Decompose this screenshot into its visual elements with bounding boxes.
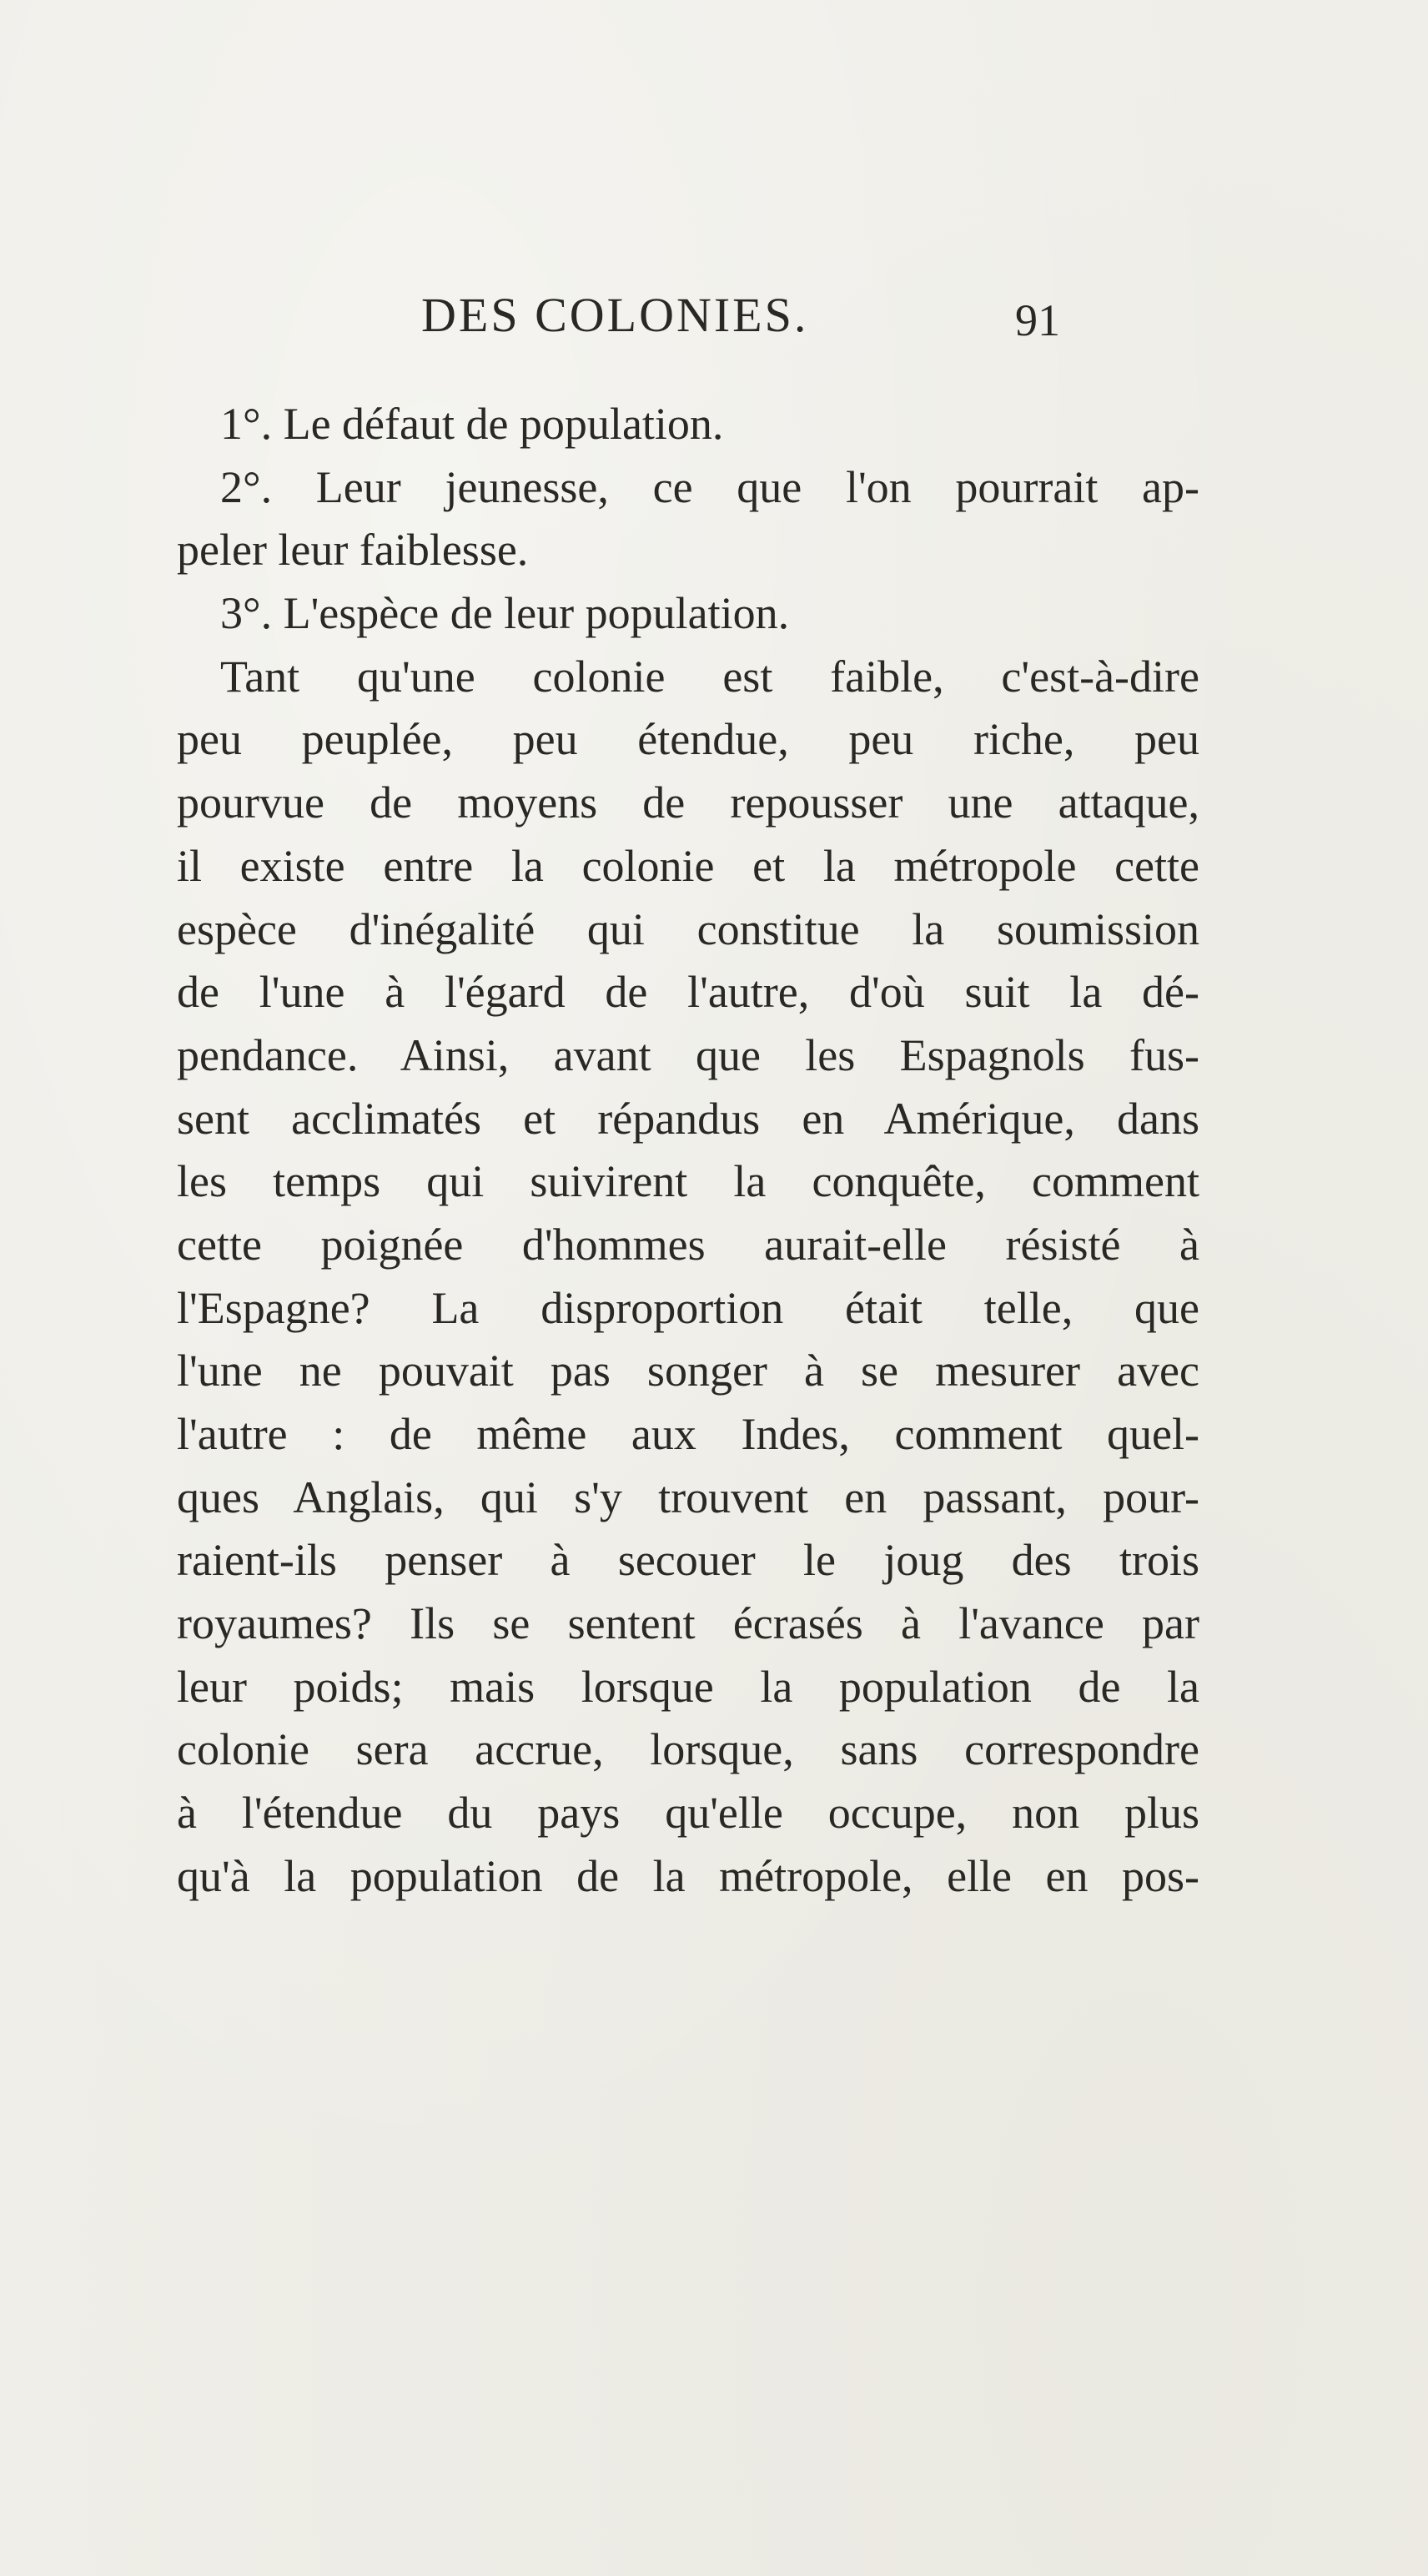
text-line: sent acclimatés et répandus en Amérique, dans	[177, 1093, 1199, 1144]
text-line: peu peuplée, peu étendue, peu riche, peu	[177, 714, 1199, 765]
text-line: Tant qu'une colonie est faible, c'est-à-dire	[220, 651, 1199, 702]
running-title: DES COLONIES.	[421, 288, 809, 342]
running-header	[0, 282, 1428, 349]
text-line: à l'étendue du pays qu'elle occupe, non plus	[177, 1788, 1199, 1839]
text-line: de l'une à l'égard de l'autre, d'où suit la dé-	[177, 967, 1199, 1018]
text-line: l'Espagne? La disproportion était telle, que	[177, 1282, 1199, 1333]
text-line: 2°. Leur jeunesse, ce que l'on pourrait ap-	[220, 461, 1199, 512]
text-line: pourvue de moyens de repousser une attaque,	[177, 777, 1199, 828]
text-line: l'une ne pouvait pas songer à se mesurer avec	[177, 1346, 1199, 1396]
text-line: ques Anglais, qui s'y trouvent en passant, pour-	[177, 1472, 1199, 1522]
text-line: l'autre : de même aux Indes, comment quel-	[177, 1409, 1199, 1459]
text-line: pendance. Ainsi, avant que les Espagnols fus-	[177, 1029, 1199, 1080]
text-line: cette poignée d'hommes aurait-elle résisté à	[177, 1219, 1199, 1270]
text-line: espèce d'inégalité qui constitue la soumission	[177, 903, 1199, 954]
text-line: royaumes? Ils se sentent écrasés à l'avance par	[177, 1598, 1199, 1649]
text-line: il existe entre la colonie et la métropole cette	[177, 840, 1199, 891]
text-line: peler leur faiblesse.	[177, 525, 529, 576]
body-text	[177, 393, 1199, 1909]
text-line: colonie sera accrue, lorsque, sans correspondre	[177, 1724, 1199, 1775]
text-line: leur poids; mais lorsque la population de la	[177, 1661, 1199, 1712]
text-line: 3°. L'espèce de leur population.	[220, 588, 790, 639]
page-number: 91	[1015, 295, 1060, 345]
text-line: 1°. Le défaut de population.	[220, 399, 724, 449]
text-line: qu'à la population de la métropole, elle en pos-	[177, 1850, 1199, 1901]
text-line: les temps qui suivirent la conquête, comment	[177, 1156, 1199, 1207]
text-line: raient-ils penser à secouer le joug des trois	[177, 1535, 1199, 1586]
